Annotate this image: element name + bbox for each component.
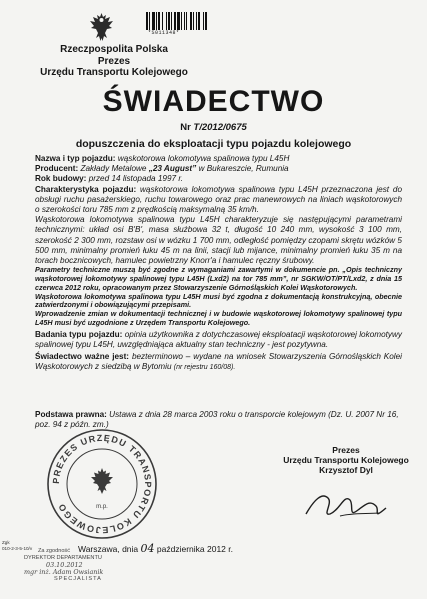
field-name (35, 154, 402, 164)
document-subtitle: dopuszczenia do eksploatacji typu pojazdu kolejowego (75, 138, 352, 150)
field-validity (35, 352, 402, 373)
certificate-number (0, 122, 427, 133)
place-date-prefix: Warszawa, dnia (78, 544, 139, 554)
field-validity-reg: (nr rejestru 160/08). (173, 364, 236, 372)
document-title: ŚWIADECTWO (102, 85, 325, 118)
barcode-number: *S011348* (148, 30, 180, 36)
field-tests-label: Badania typu pojazdu: (35, 329, 123, 339)
stamp-line1: Za zgodność (38, 548, 71, 554)
polish-eagle-emblem-icon (88, 11, 115, 44)
note-conformity: Wąskotorowa lokomotywa spalinowa typu L45H musi być zgodna z dokumentacją konstrukcyjną, obecnie zatwierdzonymi i obowiązującymi przepisami. (35, 291, 402, 310)
field-validity-label: Świadectwo ważne jest: (35, 352, 130, 362)
field-producer-value-a: Zakłady Metalowe (80, 164, 147, 174)
field-characteristics (35, 185, 402, 216)
place-date-rest: października 2012 r. (156, 544, 233, 554)
field-producer-label: Producent: (35, 164, 79, 174)
stamp-line2: DYREKTOR DEPARTAMENTU (24, 555, 102, 561)
barcode (146, 12, 228, 30)
signatory-office: Urzędu Transportu Kolejowego (283, 455, 409, 465)
field-year-label: Rok budowy: (35, 174, 87, 184)
field-char-label: Charakterystyka pojazdu: (35, 184, 137, 194)
field-name-value: wąskotorowa lokomotywa spalinowa typu L45H (117, 154, 290, 163)
field-producer-value-b: „23 August” (148, 164, 197, 174)
note-changes: Wprowadzenie zmian w dokumentacji technicznej i w budowie wąskotorowej lokomotywy spalinowej typu L45H musi być uzgodnione z Urzędem Transportu Kolejowego. (35, 309, 402, 328)
place-date-day: 04 (140, 542, 155, 555)
seal-eagle-icon (91, 468, 113, 494)
field-producer-value-c: w Bukareszcie, Rumunia (198, 164, 289, 174)
legal-basis-value: Ustawa z dnia 28 marca 2003 roku o transporcie kolejowym (Dz. U. 2007 Nr 16, poz. 94 z późn. zm.) (35, 410, 399, 429)
certificate-body (35, 154, 402, 374)
field-name-label: Nazwa i typ pojazdu: (35, 154, 116, 163)
handwritten-signature (300, 480, 395, 528)
field-char-text-1: wąskotorowa lokomotywa spalinowa typu L45H przeznaczona jest do obsługi ruchu pasażerskiego, ruchu towarowego oraz prac manewrowych na liniach wąskotorowych o szerokości toru 785 mm z prędkością maksymalną 35 km/h. (35, 184, 403, 215)
signatory-name: Krzysztof Dyl (319, 465, 373, 475)
signatory-block (276, 445, 416, 475)
stamp-line5: SPECJALISTA (54, 576, 102, 582)
barcode-bar (207, 12, 208, 30)
issuer-role: Prezes (97, 56, 131, 67)
legal-basis-label: Podstawa prawna: (35, 410, 107, 419)
field-tests (35, 330, 402, 350)
seal-inner-text: m.p. (96, 504, 108, 510)
legal-basis (35, 410, 402, 430)
seal-outer-text: PREZES URZĘDU TRANSPORTU KOLEJOWEGO (50, 432, 154, 536)
issuer-office: Urzędu Transportu Kolejowego (40, 67, 188, 78)
signatory-role: Prezes (332, 445, 360, 455)
field-validity-value: bezterminowo – wydane na wniosek Stowarzyszenia Górnośląskich Kolei Wąskotorowych z siedzibą w Bytomiu (35, 352, 402, 372)
field-year-value: przed 14 listopada 1997 r. (88, 174, 184, 184)
number-value: T/2012/0675 (193, 122, 247, 133)
note-parameters: Parametry techniczne muszą być zgodne z wymaganiami zawartymi w dokumencie pn. „Opis techniczny wąskotorowej lokomotywy spalinowej typu L45H (Lxd2) na tor 785 mm”, nr SGKW/OT/PT/Lxd2, z dnia 15 czerwca 2012 roku, opracowanym przez Stowarzyszenie Górnośląskich Kolei Wąskotorowych. (35, 265, 402, 292)
field-char-text-2: Wąskotorowa lokomotywa spalinowa typu L45H charakteryzuje się następującymi parametrami technicznymi: układ osi B'B', masa służbowa 32 t, długość 10 240 mm, wysokość 3 100 mm, szerokość 2 300 mm, rozstaw osi w wózku 1 700 mm, odległość pomiędzy czopami skrętu wózków 5 500 mm, minimalny promień łuku 45 m na linii, stacji lub mijance, minimalny promień łuku 35 m na torach bocznicowych, hamulec powietrzny Knorr'a i hamulec ręczny śrubowy. (35, 215, 402, 266)
reference-note-line1: Zgk (2, 540, 10, 545)
reference-note-line2: 010-2-3-5-10/v (2, 545, 33, 551)
certification-stamp (24, 548, 139, 598)
country-name: Rzeczpospolita Polska (60, 44, 168, 55)
stamp-line3: 03.10.2012 (46, 561, 83, 569)
field-producer (35, 164, 402, 174)
stamp-line4: mgr inż. Adam Owsianik (24, 568, 104, 576)
official-seal (46, 428, 158, 540)
field-tests-value: opinia użytkownika z dotychczasowej eksploatacji wąskotorowej lokomotywy spalinowej typu L45H, uwzględniająca aktualny stan techniczny - jest pozytywna. (35, 329, 402, 350)
number-prefix: Nr (180, 122, 191, 133)
field-year (35, 174, 402, 184)
